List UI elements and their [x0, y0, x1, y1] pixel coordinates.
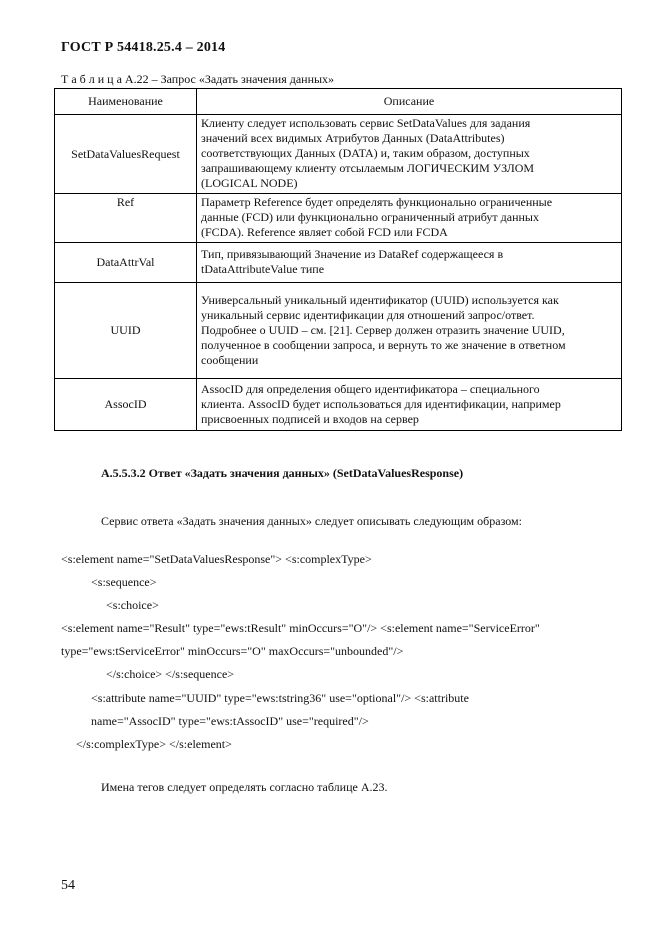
- code-line: <s:sequence>: [91, 575, 157, 589]
- description-line: tDataAttributeValue типе: [201, 262, 325, 276]
- table-row: [55, 115, 622, 194]
- document-header: ГОСТ Р 54418.25.4 – 2014: [61, 40, 226, 55]
- code-line: type="ews:tServiceError" minOccurs="O" maxOccurs="unbounded"/>: [61, 644, 404, 658]
- description-line: полученное в сообщении запроса, и вернуть то же значение в ответном: [201, 337, 566, 352]
- description-line: Универсальный уникальный идентификатор (UUID) используется как: [201, 292, 559, 307]
- table-caption: Т а б л и ц а А.22 – Запрос «Задать значения данных»: [61, 72, 335, 86]
- description-line: (LOGICAL NODE): [201, 176, 298, 190]
- description-line: соответствующих Данных (DATA) и, таким образом, доступных: [201, 146, 530, 160]
- column-header-name: Наименование: [55, 89, 197, 115]
- description-line: данные (FCD) или функционально ограниченный атрибут данных: [201, 210, 539, 224]
- description-line: уникальный сервис идентификации для отношений запрос/ответ.: [201, 307, 535, 322]
- code-line: <s:attribute name="UUID" type="ews:tstring36" use="optional"/> <s:attribute: [91, 691, 469, 705]
- table-row: [55, 283, 622, 379]
- column-header-description: Описание: [197, 89, 622, 115]
- description-line: Тип, привязывающий Значение из DataRef содержащееся в: [201, 247, 504, 261]
- table-row: [55, 243, 622, 283]
- code-line: </s:complexType> </s:element>: [76, 737, 232, 751]
- table-row: [55, 194, 622, 243]
- code-line: <s:element name="SetDataValuesResponse"> <s:complexType>: [61, 552, 372, 566]
- section-heading: А.5.5.3.2 Ответ «Задать значения данных» (SetDataValuesResponse): [101, 466, 464, 480]
- row-description: [197, 115, 622, 194]
- row-name: AssocID: [55, 379, 197, 431]
- row-name: UUID: [55, 283, 197, 379]
- description-line: сообщении: [201, 352, 259, 367]
- row-description: [197, 194, 622, 243]
- row-description: [197, 243, 622, 283]
- code-line: </s:choice> </s:sequence>: [106, 667, 235, 681]
- parameters-table: [54, 88, 622, 431]
- footer-paragraph: Имена тегов следует определять согласно таблице А.23.: [101, 780, 388, 794]
- description-line: значений всех видимых Атрибутов Данных (DataAttributes): [201, 131, 505, 145]
- description-line: запрашивающему клиенту отсылаемым ЛОГИЧЕСКИМ УЗЛОМ: [201, 161, 535, 175]
- code-line: <s:element name="Result" type="ews:tResult" minOccurs="O"/> <s:element name="ServiceError": [61, 621, 540, 635]
- row-description: [197, 283, 622, 379]
- table-row: [55, 379, 622, 431]
- row-description: [197, 379, 622, 431]
- page-number: 54: [61, 878, 75, 893]
- description-line: клиента. AssocID будет использоваться для идентификации, например: [201, 396, 561, 411]
- description-line: AssocID для определения общего идентификатора – специального: [201, 381, 540, 396]
- code-line: <s:choice>: [106, 598, 159, 612]
- description-line: (FCDA). Reference являет собой FCD или FCDA: [201, 225, 448, 239]
- row-name: Ref: [55, 194, 197, 243]
- code-line: name="AssocID" type="ews:tAssocID" use="required"/>: [91, 714, 369, 728]
- row-name: DataAttrVal: [55, 243, 197, 283]
- description-line: Подробнее о UUID – см. [21]. Сервер должен отразить значение UUID,: [201, 322, 565, 337]
- intro-paragraph: Сервис ответа «Задать значения данных» следует описывать следующим образом:: [101, 514, 522, 528]
- table-header-row: [55, 89, 622, 115]
- row-name: SetDataValuesRequest: [55, 115, 197, 194]
- description-line: Клиенту следует использовать сервис SetDataValues для задания: [201, 116, 531, 130]
- description-line: Параметр Reference будет определять функционально ограниченные: [201, 195, 553, 209]
- description-line: присвоенных подписей и входов на сервер: [201, 411, 419, 426]
